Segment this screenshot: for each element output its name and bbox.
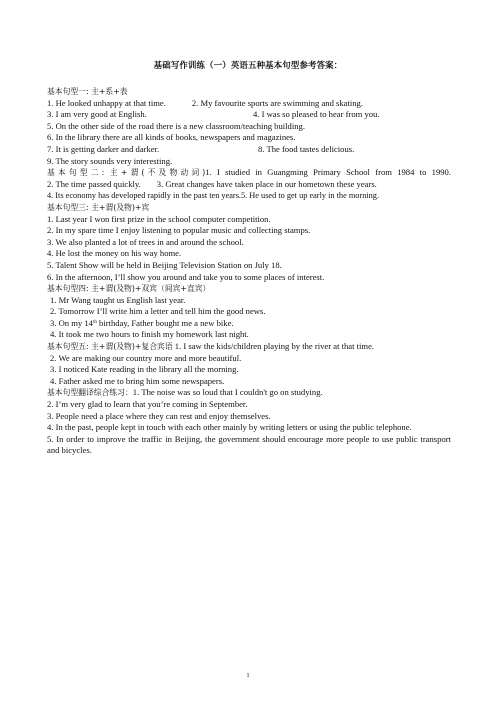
answer-line: 5. On the other side of the road there is a new classroom/teaching building.: [47, 120, 305, 131]
section-1-header: [47, 86, 451, 98]
section-header-text: 基本句型一: 主+系+表: [47, 87, 128, 96]
answer-line: [47, 318, 451, 330]
answer-line: 2. In my spare time I enjoy listening to popular music and collecting stamps.: [47, 225, 311, 236]
answer-text: 2. My favourite sports are swimming and skating.: [191, 97, 363, 108]
answer-line: 3. People need a place where they can rest and enjoy themselves.: [47, 410, 271, 421]
answer-text: 3. On my 14: [50, 317, 93, 328]
answer-line: 5. In order to improve the traffic in Beijing, the government should encourage more people to use public transport and bicycles.: [47, 433, 451, 456]
section-5-header: [47, 341, 451, 353]
section-header-text: 基本句型五: 主+谓(及物)+复合宾语: [47, 342, 173, 352]
answer-line: 2. Tomorrow I’ll write him a letter and tell him the good news.: [50, 306, 266, 317]
section-2-header: [47, 167, 451, 179]
section-3-header: [47, 202, 451, 214]
answer-line: 9. The story sounds very interesting.: [47, 155, 173, 166]
answer-text: 1. He looked unhappy at that time.: [47, 97, 166, 108]
answer-line: [47, 109, 451, 121]
section-header-text: 基本句型三: 主+谓(及物)+宾: [47, 202, 150, 212]
answer-line: 1. Mr Wang taught us English last year.: [50, 294, 186, 305]
answer-line: 4. Father asked me to bring him some newspapers.: [50, 375, 225, 386]
section-header-text: 基本句型翻译综合练习：: [47, 388, 133, 398]
answer-line: 6. In the afternoon, I’ll show you around and take you to some places of interest.: [47, 271, 325, 282]
answer-line: 2. We are making our country more and more beautiful.: [50, 352, 242, 363]
answer-text: 7. It is getting darker and darker.: [47, 143, 160, 154]
answer-text: 1. The noise was so loud that I couldn't go on studying.: [132, 387, 323, 398]
ordinal-suffix: th: [92, 319, 97, 325]
answer-line: 4. In the past, people kept in touch with each other mainly by writing letters or using the public telephone.: [47, 422, 412, 433]
answer-line: 2. I’m very glad to learn that you’re coming in September.: [47, 399, 248, 410]
answer-line: [47, 144, 451, 156]
answer-text: 2. The time passed quickly.: [47, 178, 141, 189]
answer-line: 3. We also planted a lot of trees in and around the school.: [47, 236, 244, 247]
answer-line: 1. Last year I won first prize in the school computer competition.: [47, 213, 271, 224]
answer-line: 5. Talent Show will be held in Beijing Television Station on July 18.: [47, 259, 282, 270]
answer-text: birthday, Father bought me a new bike.: [96, 317, 234, 328]
answer-line: [47, 179, 451, 191]
section-header-text: 基本句型二: 主+谓(不及物动词): [47, 168, 206, 178]
page-title: 基础写作训练（一）英语五种基本句型参考答案：: [153, 60, 343, 70]
answer-line: [47, 98, 451, 110]
answer-text: 3. Great changes have taken place in our hometown these years.: [156, 178, 377, 189]
section-6-header: [47, 387, 451, 399]
answer-text: 4. I was so pleased to hear from you.: [253, 109, 380, 120]
answer-line: 4. Its economy has developed rapidly in the past ten years.5. He used to get up early in the morning.: [47, 191, 380, 201]
answer-line: 4. He lost the money on his way home.: [47, 248, 182, 259]
answer-text: 1. I studied in Guangming Primary School from 1984 to 1990.: [205, 167, 451, 178]
answer-text: 8. The food tastes delicious.: [258, 143, 355, 154]
answer-line: 3. I noticed Kate reading in the library all the morning.: [50, 364, 239, 375]
document-body: [47, 86, 451, 457]
section-header-text: 基本句型四: 主+谓(及物)+双宾（间宾+直宾）: [47, 284, 211, 294]
answer-line: 4. It took me two hours to finish my homework last night.: [50, 329, 249, 340]
section-4-header: [47, 283, 451, 295]
page-number: 1: [246, 672, 250, 679]
answer-text: 1. I saw the kids/children playing by the river at that time.: [174, 341, 375, 352]
answer-line: 6. In the library there are all kinds of books, newspapers and magazines.: [47, 132, 296, 143]
answer-text: 3. I am very good at English.: [47, 109, 147, 120]
